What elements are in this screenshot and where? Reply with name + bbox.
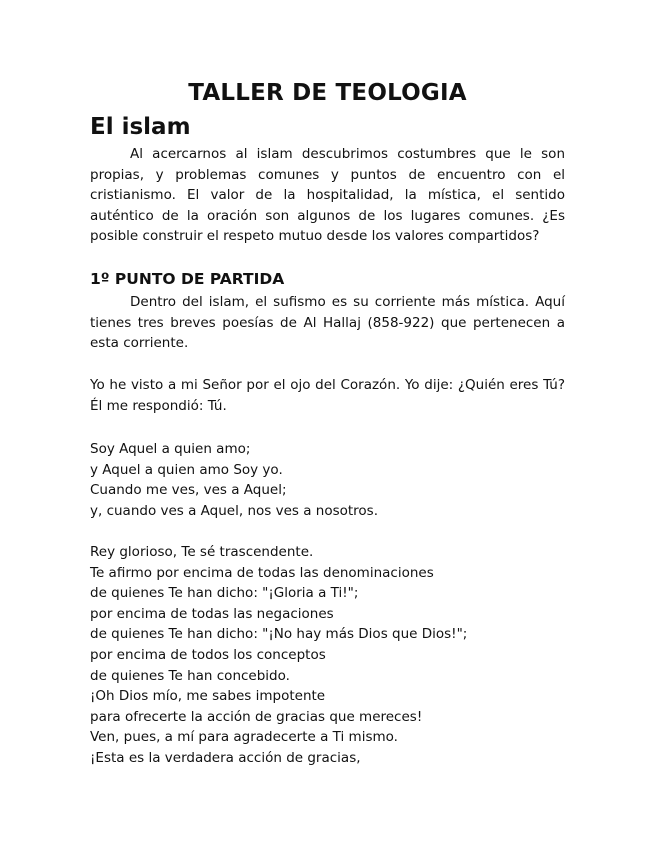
poem-line: de quienes Te han concebido. (90, 667, 290, 684)
poem-line: para ofrecerte la acción de gracias que mereces! (90, 708, 423, 725)
intro-paragraph: Al acercarnos al islam descubrimos costumbres que le son propias, y problemas comunes y puntos de encuentro con el cristianismo. El valor de la hospitalidad, la mística, el sentido auténtico de la oración son algunos de los lugares comunes. ¿Es posible construir el respeto mutuo desde los valores compartidos? (90, 146, 565, 245)
section-title: El islam (90, 114, 191, 140)
poem-line: por encima de todos los conceptos (90, 646, 326, 663)
poem-line: Cuando me ves, ves a Aquel; (90, 482, 287, 499)
subsection-title: 1º PUNTO DE PARTIDA (90, 270, 285, 288)
poem-one: Yo he visto a mi Señor por el ojo del Corazón. Yo dije: ¿Quién eres Tú? Él me respondió: Tú. (90, 377, 565, 414)
poem-line: Soy Aquel a quien amo; (90, 441, 251, 457)
poem-line: ¡Oh Dios mío, me sabes impotente (90, 688, 326, 705)
poem-line: Ven, pues, a mí para agradecerte a Ti mismo. (90, 729, 398, 746)
document-title: TALLER DE TEOLOGIA (188, 80, 467, 106)
poem-line: de quienes Te han dicho: "¡No hay más Dios que Dios!"; (90, 626, 468, 643)
poem-three (90, 542, 565, 769)
poem-line: de quienes Te han dicho: "¡Gloria a Ti!"; (90, 585, 359, 602)
subsection-paragraph: Dentro del islam, el sufismo es su corriente más mística. Aquí tienes tres breves poesías de Al Hallaj (858-922) que pertenecen a esta corriente. (90, 294, 565, 352)
poem-line: y, cuando ves a Aquel, nos ves a nosotros. (90, 502, 379, 519)
poem-line: y Aquel a quien amo Soy yo. (90, 461, 283, 478)
poem-line: ¡Esta es la verdadera acción de gracias, (90, 749, 361, 766)
poem-two (90, 439, 565, 521)
poem-line: por encima de todas las negaciones (90, 605, 334, 622)
poem-line: Rey glorioso, Te sé trascendente. (90, 544, 314, 560)
poem-line: Te afirmo por encima de todas las denominaciones (90, 564, 434, 581)
